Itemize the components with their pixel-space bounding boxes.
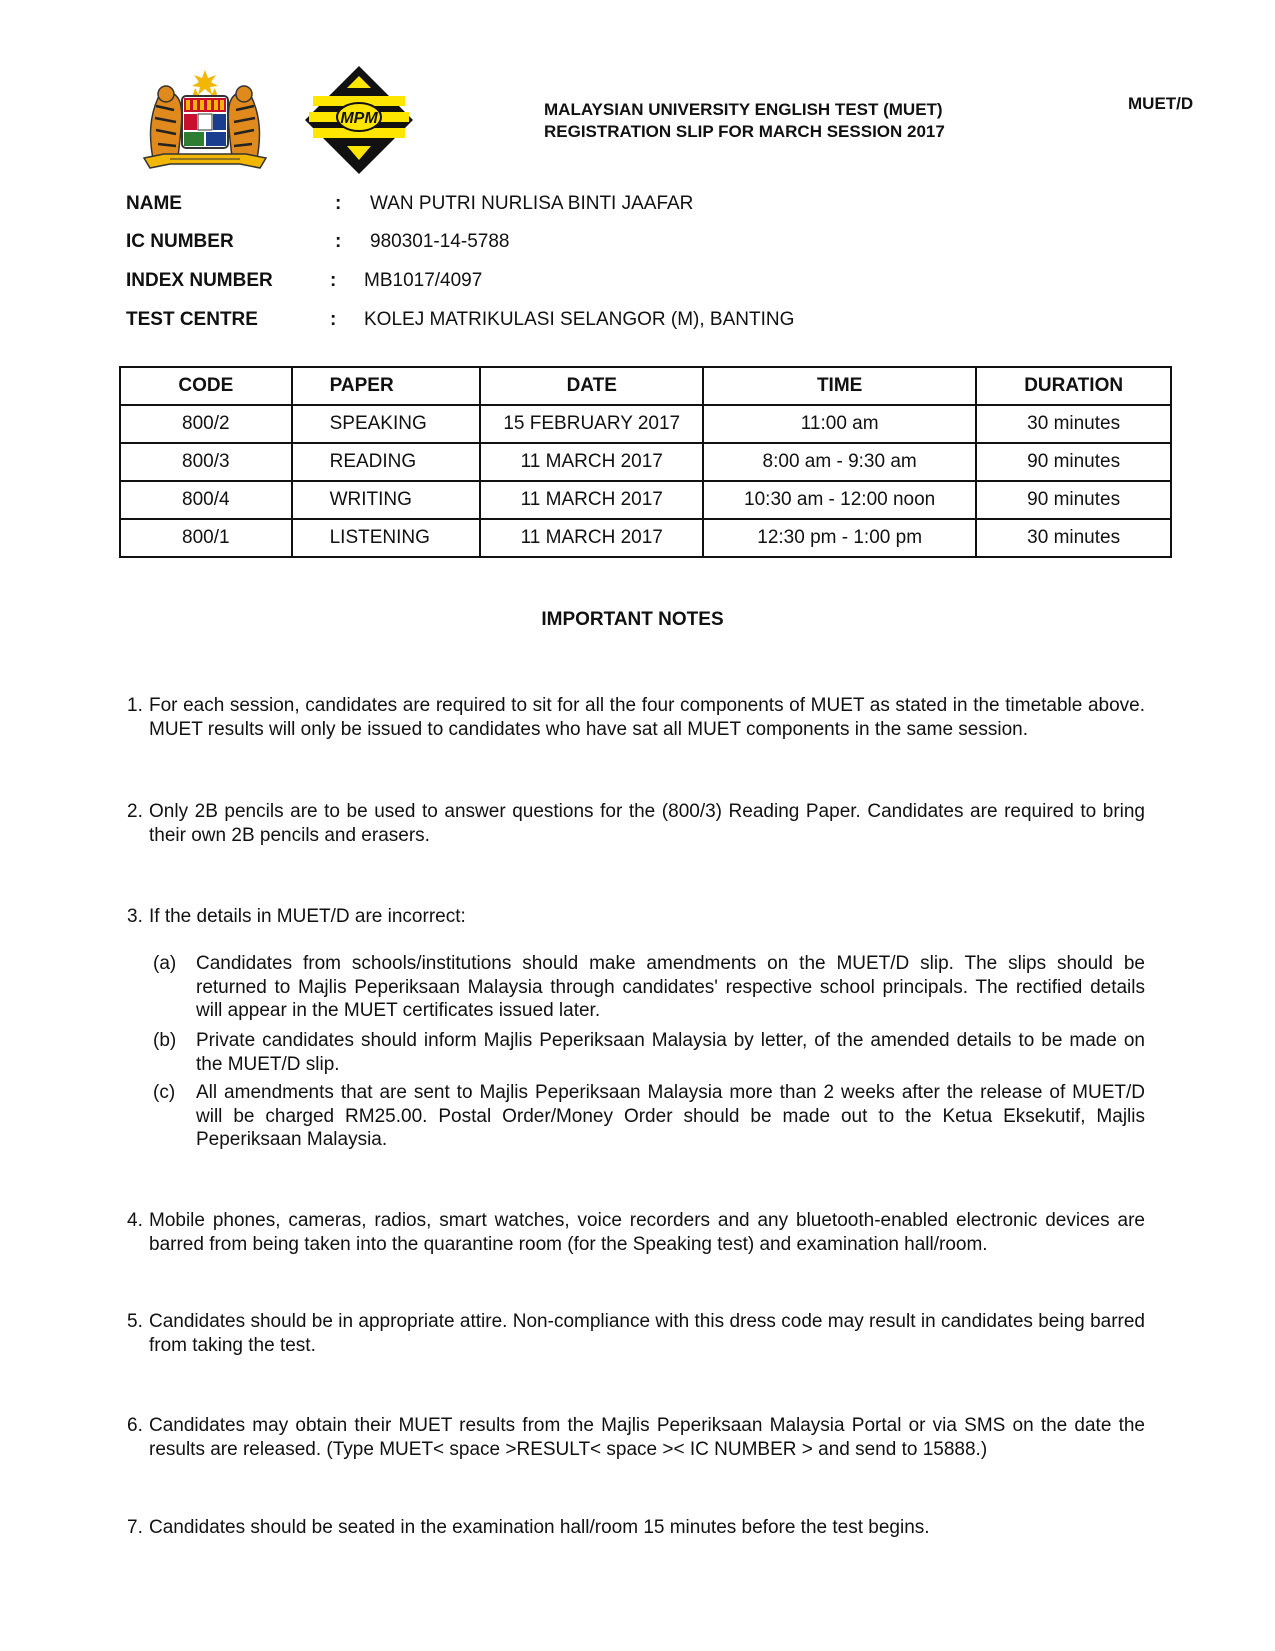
sub-item-label: (c) xyxy=(153,1082,176,1103)
note-number: 3. xyxy=(127,906,143,927)
cell-duration: 90 minutes xyxy=(976,443,1171,481)
cell-paper: WRITING xyxy=(292,481,481,519)
note-number: 2. xyxy=(127,801,143,822)
cell-duration: 30 minutes xyxy=(976,405,1171,443)
note-item xyxy=(127,694,1145,741)
sub-item-label: (b) xyxy=(153,1030,177,1051)
note-item xyxy=(127,1516,1145,1540)
note-item xyxy=(127,800,1145,847)
cell-duration: 30 minutes xyxy=(976,519,1171,557)
sub-item-text: Private candidates should inform Majlis Peperiksaan Malaysia by letter, of the amended details to be made on the MUET/D slip. xyxy=(196,1030,1145,1075)
sub-item-text: Candidates from schools/institutions should make amendments on the MUET/D slip. The slips should be returned to Majlis Peperiksaan Malaysia through candidates' respective school principals. The rectified details will appear in the MUET certificates issued later. xyxy=(196,953,1145,1021)
name-label: NAME xyxy=(126,193,182,214)
note-text: Candidates should be in appropriate attire. Non-compliance with this dress code may result in candidates being barred from taking the test. xyxy=(149,1311,1145,1356)
cell-date: 11 MARCH 2017 xyxy=(480,443,703,481)
note-text: Candidates should be seated in the examination hall/room 15 minutes before the test begins. xyxy=(149,1517,930,1538)
cell-date: 11 MARCH 2017 xyxy=(480,519,703,557)
cell-time: 11:00 am xyxy=(703,405,976,443)
document-subtitle: REGISTRATION SLIP FOR MARCH SESSION 2017 xyxy=(544,122,945,141)
notes-title: IMPORTANT NOTES xyxy=(541,609,724,630)
cell-code: 800/4 xyxy=(120,481,292,519)
cell-paper: READING xyxy=(292,443,481,481)
note-text: If the details in MUET/D are incorrect: xyxy=(149,906,466,927)
cell-date: 11 MARCH 2017 xyxy=(480,481,703,519)
note-item xyxy=(127,1414,1145,1461)
header-code: CODE xyxy=(120,367,292,405)
note-text: For each session, candidates are required to sit for all the four components of MUET as stated in the timetable above. MUET results will only be issued to candidates who have sat all MUET components in the same session. xyxy=(149,695,1145,740)
table-row xyxy=(120,519,1171,557)
index-value: MB1017/4097 xyxy=(364,270,483,291)
centre-value: KOLEJ MATRIKULASI SELANGOR (M), BANTING xyxy=(364,309,795,330)
note-number: 4. xyxy=(127,1210,143,1231)
mpm-logo xyxy=(305,66,413,174)
timetable xyxy=(119,366,1172,558)
cell-time: 8:00 am - 9:30 am xyxy=(703,443,976,481)
malaysia-coat-of-arms-logo xyxy=(140,66,270,174)
note-number: 1. xyxy=(127,695,143,716)
cell-time: 12:30 pm - 1:00 pm xyxy=(703,519,976,557)
ic-colon: : xyxy=(335,231,342,252)
cell-date: 15 FEBRUARY 2017 xyxy=(480,405,703,443)
table-row xyxy=(120,443,1171,481)
sub-item-label: (a) xyxy=(153,953,177,974)
name-colon: : xyxy=(335,193,342,214)
name-value: WAN PUTRI NURLISA BINTI JAAFAR xyxy=(370,193,694,214)
cell-code: 800/1 xyxy=(120,519,292,557)
centre-label: TEST CENTRE xyxy=(126,309,258,330)
table-header-row xyxy=(120,367,1171,405)
sub-item xyxy=(153,1029,1145,1076)
note-item xyxy=(127,1310,1145,1357)
note-number: 7. xyxy=(127,1517,143,1538)
note-item xyxy=(127,905,1145,929)
document-title: MALAYSIAN UNIVERSITY ENGLISH TEST (MUET) xyxy=(544,100,943,119)
sub-item-text: All amendments that are sent to Majlis Peperiksaan Malaysia more than 2 weeks after the release of MUET/D will be charged RM25.00. Postal Order/Money Order should be made out to the Ketua Eksekutif, Majlis Peperiksaan Malaysia. xyxy=(196,1082,1145,1150)
sub-item xyxy=(153,952,1145,1023)
note-number: 6. xyxy=(127,1415,143,1436)
sub-item xyxy=(153,1081,1145,1152)
header-time: TIME xyxy=(703,367,976,405)
ic-value: 980301-14-5788 xyxy=(370,231,510,252)
note-item xyxy=(127,1209,1145,1256)
header-date: DATE xyxy=(480,367,703,405)
cell-time: 10:30 am - 12:00 noon xyxy=(703,481,976,519)
note-text: Candidates may obtain their MUET results from the Majlis Peperiksaan Malaysia Portal or via SMS on the date the results are released. (Type MUET< space >RESULT< space >< IC NUMBER > and send to 15888.) xyxy=(149,1415,1145,1460)
centre-colon: : xyxy=(330,309,337,330)
note-number: 5. xyxy=(127,1311,143,1332)
cell-duration: 90 minutes xyxy=(976,481,1171,519)
index-colon: : xyxy=(330,270,337,291)
cell-code: 800/2 xyxy=(120,405,292,443)
cell-code: 800/3 xyxy=(120,443,292,481)
table-row xyxy=(120,481,1171,519)
form-code: MUET/D xyxy=(1128,94,1194,113)
header-paper: PAPER xyxy=(292,367,481,405)
table-row xyxy=(120,405,1171,443)
cell-paper: LISTENING xyxy=(292,519,481,557)
note-text: Only 2B pencils are to be used to answer questions for the (800/3) Reading Paper. Candidates are required to bring their own 2B pencils and erasers. xyxy=(149,801,1145,846)
index-label: INDEX NUMBER xyxy=(126,270,273,291)
ic-label: IC NUMBER xyxy=(126,231,234,252)
cell-paper: SPEAKING xyxy=(292,405,481,443)
header-duration: DURATION xyxy=(976,367,1171,405)
note-text: Mobile phones, cameras, radios, smart watches, voice recorders and any bluetooth-enabled electronic devices are barred from being taken into the quarantine room (for the Speaking test) and examination hall/room. xyxy=(149,1210,1145,1255)
mpm-logo-text: MPM xyxy=(340,110,378,127)
